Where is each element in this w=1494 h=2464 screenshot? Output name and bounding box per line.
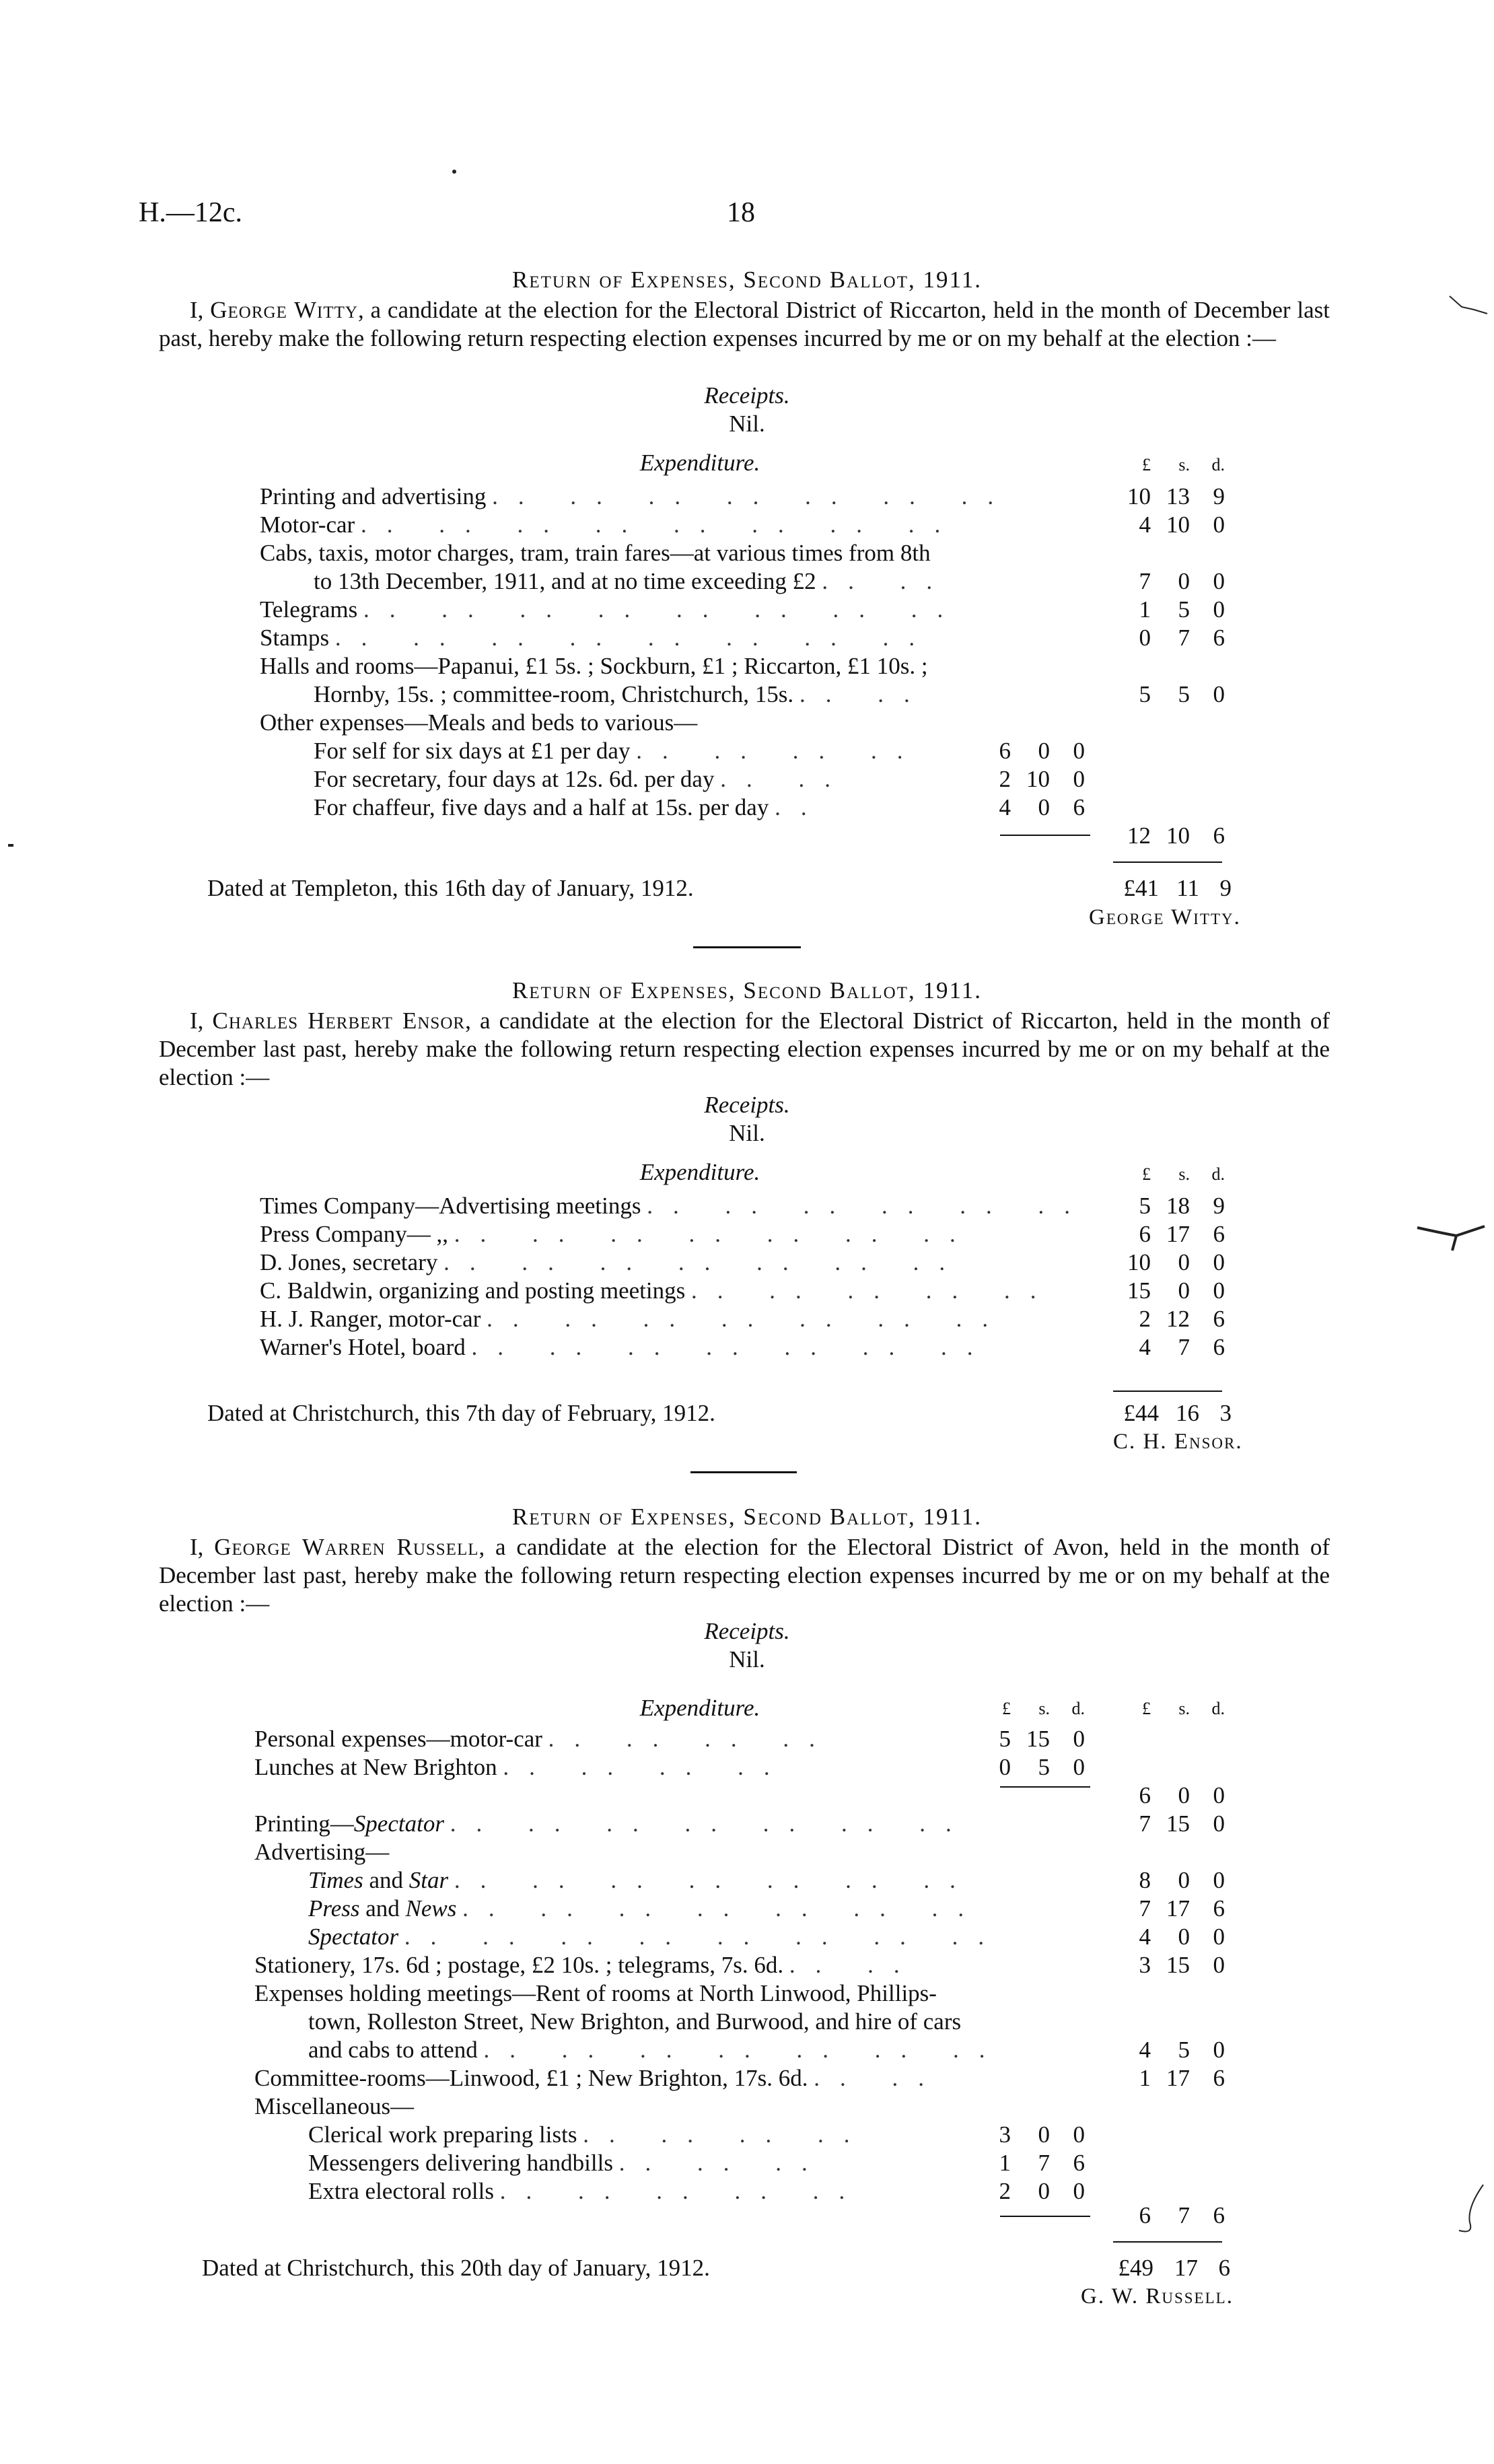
margin-scan-mark xyxy=(1454,2181,1487,2241)
expense-amount: 1 5 0 xyxy=(1139,596,1225,623)
expense-subline: For self for six days at £1 per day .. .. .. .. xyxy=(314,738,923,764)
section-1-receipts-label: Receipts. xyxy=(704,382,790,409)
expense-line: Cabs, taxis, motor charges, tram, train fares—at various times from 8th xyxy=(260,540,931,566)
expense-line: Motor-car .. .. .. .. .. .. .. .. xyxy=(260,512,961,538)
expense-subline: Personal expenses—motor-car .. .. .. .. xyxy=(254,1726,835,1752)
expense-amount: 1 17 6 xyxy=(1139,2065,1225,2091)
section-1-dated: Dated at Templeton, this 16th day of January, 1912. xyxy=(207,875,694,901)
expense-amount: 8 0 0 xyxy=(1139,1867,1225,1893)
document-reference: H.—12c. xyxy=(139,197,242,228)
section-1-receipts-value: Nil. xyxy=(729,411,765,437)
section-3-receipts-label: Receipts. xyxy=(704,1618,790,1644)
expense-line: Telegrams .. .. .. .. .. .. .. .. xyxy=(260,596,964,623)
expense-amount: 10 0 0 xyxy=(1127,1249,1225,1275)
expense-amount: 5 5 0 xyxy=(1139,681,1225,707)
section-2-title: Return of Expenses, Second Ballot, 1911. xyxy=(512,977,982,1004)
expense-amount: 7 17 6 xyxy=(1139,1895,1225,1922)
total-rule xyxy=(1113,1391,1222,1392)
section-2-expenditure-label: Expenditure. xyxy=(639,1159,760,1185)
section-2-intro: I, Charles Herbert Ensor, a candidate at the election for the Electoral District of Riccarton, held in the month of December last past, hereby make the following return respecting election expenses incurred by me or on my behalf at the election :— xyxy=(159,1008,1330,1090)
expense-line: H. J. Ranger, motor-car .. .. .. .. .. .. .. xyxy=(260,1306,1009,1332)
expense-amount: 4 7 6 xyxy=(1139,1334,1225,1360)
expense-line: Printing and advertising .. .. .. .. .. .. .. xyxy=(260,483,1014,509)
expense-line: Spectator .. .. .. .. .. .. .. .. xyxy=(308,1924,1005,1950)
expense-line: Advertising— xyxy=(254,1839,390,1865)
expense-subline: For chaffeur, five days and a half at 15s. per day .. xyxy=(314,794,827,820)
expense-line: Warner's Hotel, board .. .. .. .. .. .. .. xyxy=(260,1334,993,1360)
expense-line: D. Jones, secretary .. .. .. .. .. .. .. xyxy=(260,1249,966,1275)
expense-line: Other expenses—Meals and beds to various— xyxy=(260,709,698,736)
subtotal-amount: 12 10 6 xyxy=(1127,822,1225,849)
expense-line: Printing—Spectator .. .. .. .. .. .. .. xyxy=(254,1810,972,1837)
section-divider xyxy=(690,1471,797,1473)
expense-subline: Messengers delivering handbills .. .. .. xyxy=(308,2150,828,2176)
expense-line: town, Rolleston Street, New Brighton, and Burwood, and hire of cars xyxy=(308,2008,962,2035)
total-rule xyxy=(1113,2241,1222,2243)
expense-subline: Lunches at New Brighton .. .. .. .. xyxy=(254,1754,790,1780)
candidate-name: George Warren Russell xyxy=(214,1534,479,1560)
section-2-receipts-value: Nil. xyxy=(729,1120,765,1146)
expense-amount: 0 7 6 xyxy=(1139,625,1225,651)
section-3-dated: Dated at Christchurch, this 20th day of January, 1912. xyxy=(202,2255,710,2281)
section-2-dated: Dated at Christchurch, this 7th day of February, 1912. xyxy=(207,1400,715,1426)
section-2-receipts-label: Receipts. xyxy=(704,1092,790,1118)
subtotal-rule xyxy=(1000,1786,1090,1788)
subtotal-rule xyxy=(1000,2216,1090,2217)
section-3-title: Return of Expenses, Second Ballot, 1911. xyxy=(512,1504,982,1530)
section-1-total: £41 11 9 xyxy=(1123,875,1232,901)
expense-subamount: 6 0 0 xyxy=(999,738,1085,764)
expense-line: C. Baldwin, organizing and posting meetings .. .. .. .. .. xyxy=(260,1277,1057,1304)
section-3-signature: G. W. Russell. xyxy=(1081,2284,1234,2309)
section-2-signature: C. H. Ensor. xyxy=(1113,1430,1243,1454)
expense-line: Expenses holding meetings—Rent of rooms at North Linwood, Phillips- xyxy=(254,1980,937,2006)
margin-scan-mark xyxy=(1415,1216,1489,1256)
section-1-intro: I, George Witty, a candidate at the election for the Electoral District of Riccarton, held in the month of December last past, hereby make the following return respecting election expenses incurred by me or on my behalf at the election :— xyxy=(159,297,1330,351)
section-1-expenditure-label: Expenditure. xyxy=(639,450,760,476)
section-3-total: £49 17 6 xyxy=(1118,2255,1230,2281)
section-divider xyxy=(693,946,801,948)
expense-subline: Clerical work preparing lists .. .. .. .. xyxy=(308,2121,870,2148)
expense-line: Miscellaneous— xyxy=(254,2093,415,2119)
expense-amount: 6 17 6 xyxy=(1139,1221,1225,1247)
candidate-name: George Witty xyxy=(210,297,358,323)
section-2-total: £44 16 3 xyxy=(1123,1400,1232,1426)
section-3-sub-column-headers: £ s. d. xyxy=(1002,1699,1085,1718)
subtotal-amount: 6 7 6 xyxy=(1139,2202,1225,2228)
expense-amount: 4 10 0 xyxy=(1139,512,1225,538)
expense-subline: For secretary, four days at 12s. 6d. per day .. .. xyxy=(314,766,851,792)
section-3-intro: I, George Warren Russell, a candidate at the election for the Electoral District of Avon, held in the month of December last past, hereby make the following return respecting election expenses incurred by me or on my behalf at the election :— xyxy=(159,1534,1330,1617)
section-1-title: Return of Expenses, Second Ballot, 1911. xyxy=(512,267,982,293)
expense-line: Times and Star .. .. .. .. .. .. .. xyxy=(308,1867,976,1893)
expense-amount: 7 15 0 xyxy=(1139,1810,1225,1837)
expense-amount: 5 18 9 xyxy=(1139,1193,1225,1219)
section-3-receipts-value: Nil. xyxy=(729,1646,765,1673)
expense-amount: 7 0 0 xyxy=(1139,568,1225,594)
section-1-column-headers: £ s. d. xyxy=(1142,455,1225,474)
page-number: 18 xyxy=(727,197,755,228)
section-3-column-headers: £ s. d. xyxy=(1142,1699,1225,1718)
expense-subamount: 2 10 0 xyxy=(999,766,1085,792)
margin-scan-mark xyxy=(1447,289,1491,323)
subtotal-rule xyxy=(1000,835,1090,836)
expense-line: Times Company—Advertising meetings .. .. .. .. .. .. xyxy=(260,1193,1090,1219)
expense-amount: 6 0 0 xyxy=(1139,1782,1225,1808)
expense-subamount: 2 0 0 xyxy=(999,2178,1085,2204)
expense-subamount: 0 5 0 xyxy=(999,1754,1085,1780)
expense-line: and cabs to attend .. .. .. .. .. .. .. xyxy=(308,2037,1005,2063)
expense-amount: 2 12 6 xyxy=(1139,1306,1225,1332)
expense-line: Press and News .. .. .. .. .. .. .. xyxy=(308,1895,985,1922)
expense-line: Committee-rooms—Linwood, £1 ; New Brighton, 17s. 6d. .. .. xyxy=(254,2065,944,2091)
expense-amount: 10 13 9 xyxy=(1127,483,1225,509)
expense-line: Halls and rooms—Papanui, £1 5s. ; Sockburn, £1 ; Riccarton, £1 10s. ; xyxy=(260,653,928,679)
expense-subamount: 3 0 0 xyxy=(999,2121,1085,2148)
expense-amount: 4 5 0 xyxy=(1139,2037,1225,2063)
expense-amount: 15 0 0 xyxy=(1127,1277,1225,1304)
expense-subamount: 4 0 6 xyxy=(999,794,1085,820)
expense-amount: 4 0 0 xyxy=(1139,1924,1225,1950)
speck xyxy=(452,170,456,174)
expense-amount: 3 15 0 xyxy=(1139,1952,1225,1978)
total-rule xyxy=(1113,861,1222,863)
expense-line: Press Company— ,, .. .. .. .. .. .. .. xyxy=(260,1221,976,1247)
expense-subline: Extra electoral rolls .. .. .. .. .. xyxy=(308,2178,865,2204)
section-1-signature: George Witty. xyxy=(1089,905,1241,929)
expense-line: to 13th December, 1911, and at no time exceeding £2 .. .. xyxy=(314,568,953,594)
section-3-expenditure-label: Expenditure. xyxy=(639,1695,760,1721)
expense-subamount: 1 7 6 xyxy=(999,2150,1085,2176)
expense-line: Stamps .. .. .. .. .. .. .. .. xyxy=(260,625,935,651)
expense-line: Stationery, 17s. 6d ; postage, £2 10s. ; telegrams, 7s. 6d. .. .. xyxy=(254,1952,920,1978)
expense-line: Hornby, 15s. ; committee-room, Christchurch, 15s. .. .. xyxy=(314,681,930,707)
candidate-name: Charles Herbert Ensor xyxy=(212,1008,466,1034)
section-2-column-headers: £ s. d. xyxy=(1142,1164,1225,1184)
expense-subamount: 5 15 0 xyxy=(999,1726,1085,1752)
speck xyxy=(8,844,13,847)
